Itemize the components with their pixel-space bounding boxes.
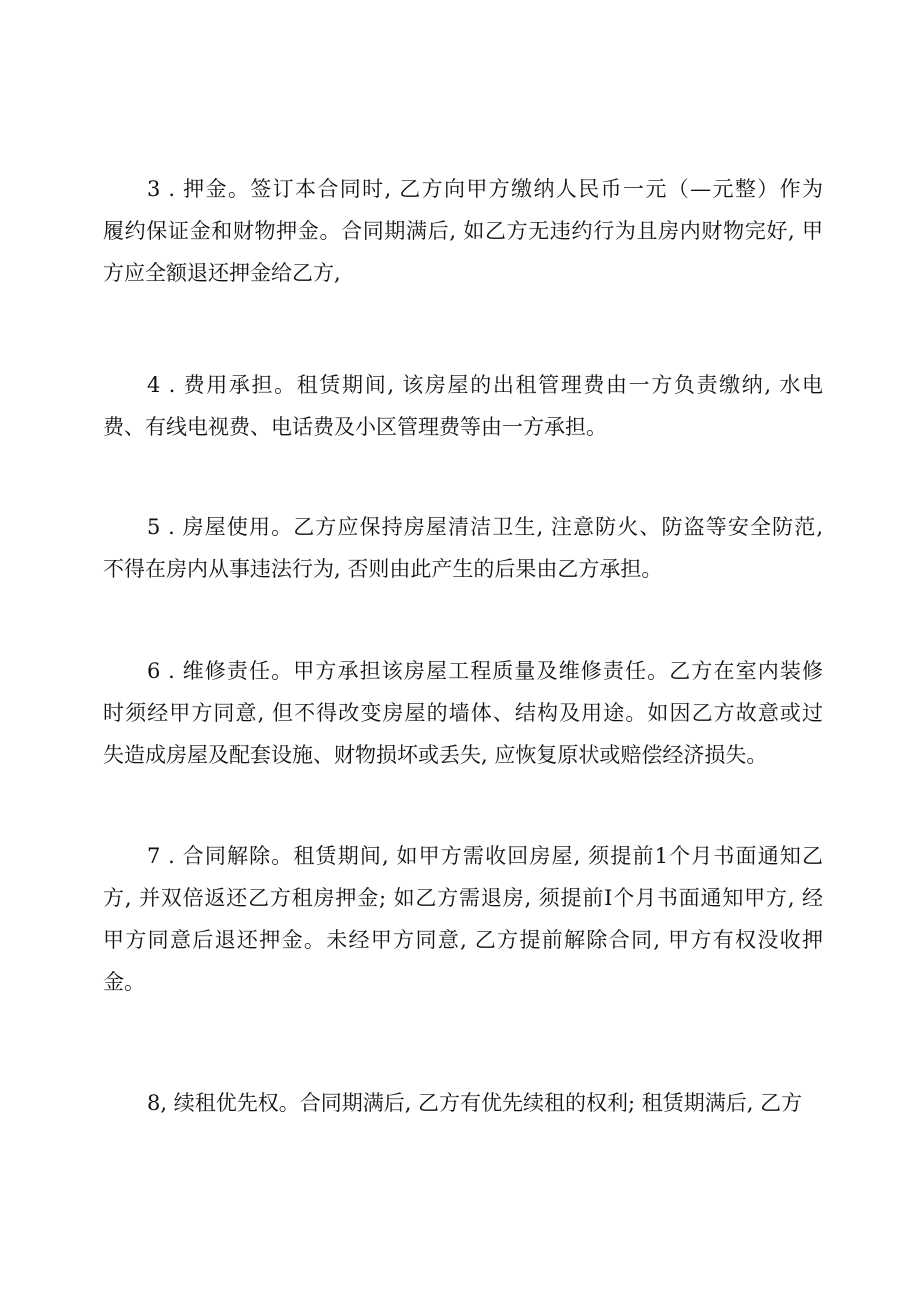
- paragraph-line: 方应全额退还押金给乙方,: [103, 261, 341, 285]
- clause-3-paragraph: [103, 168, 823, 294]
- paragraph-line: 费、有线电视费、电话费及小区管理费等由一方承担。: [103, 415, 607, 439]
- clause-6-paragraph: [103, 650, 823, 776]
- clause-5-paragraph: [103, 506, 823, 590]
- paragraph-line: 3 . 押金。签订本合同时, 乙方向甲方缴纳人民币一元（—元整）作为: [147, 177, 823, 201]
- paragraph-line: 4 . 费用承担。租赁期间, 该房屋的出租管理费由一方负责缴纳, 水电: [147, 373, 823, 397]
- paragraph-line: 金。: [103, 970, 145, 994]
- clause-7-paragraph: [103, 835, 823, 1003]
- paragraph-line: 7 . 合同解除。租赁期间, 如甲方需收回房屋, 须提前1个月书面通知乙: [147, 844, 823, 868]
- paragraph-line: 失造成房屋及配套设施、财物损坏或丢失, 应恢复原状或赔偿经济损失。: [103, 743, 768, 767]
- clause-8-paragraph: [103, 1082, 823, 1124]
- paragraph-line: 履约保证金和财物押金。合同期满后, 如乙方无违约行为且房内财物完好, 甲: [103, 219, 823, 243]
- paragraph-line: 时须经甲方同意, 但不得改变房屋的墙体、结构及用途。如因乙方故意或过: [103, 701, 823, 725]
- paragraph-line: 5 . 房屋使用。乙方应保持房屋清洁卫生, 注意防火、防盗等安全防范,: [147, 515, 823, 539]
- paragraph-line: 方, 并双倍返还乙方租房押金; 如乙方需退房, 须提前I个月书面通知甲方, 经: [103, 886, 823, 910]
- paragraph-line: 甲方同意后退还押金。未经甲方同意, 乙方提前解除合同, 甲方有权没收押: [103, 928, 823, 952]
- clause-4-paragraph: [103, 364, 823, 448]
- paragraph-line: 8, 续租优先权。合同期满后, 乙方有优先续租的权利; 租赁期满后, 乙方: [147, 1091, 803, 1115]
- paragraph-line: 不得在房内从事违法行为, 否则由此产生的后果由乙方承担。: [103, 557, 663, 581]
- paragraph-line: 6 . 维修责任。甲方承担该房屋工程质量及维修责任。乙方在室内装修: [147, 659, 823, 683]
